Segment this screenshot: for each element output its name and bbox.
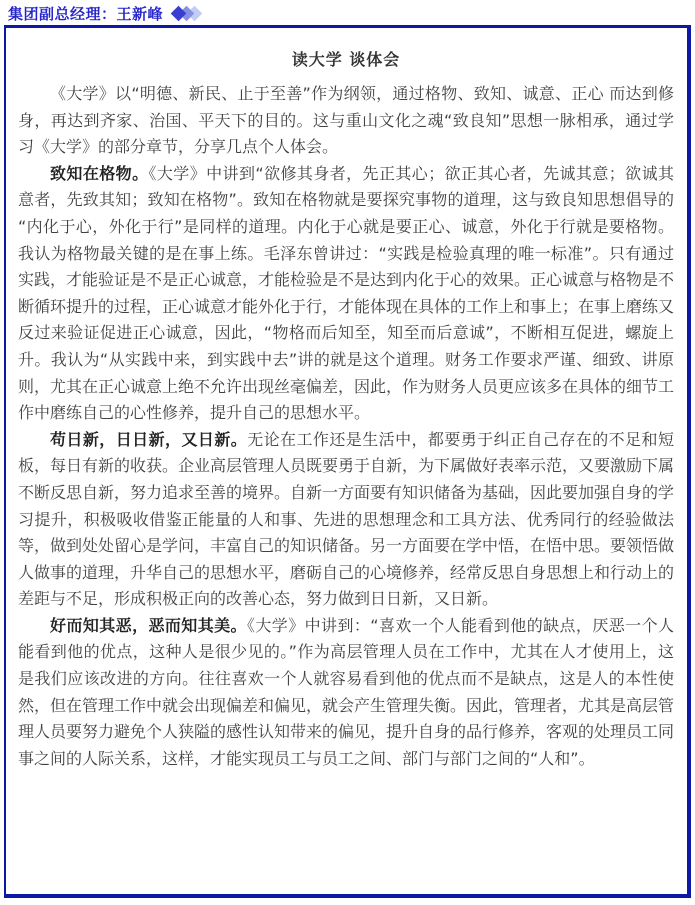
- paragraph-gourixin-text: 无论在工作还是生活中，都要勇于纠正自己存在的不足和短板，每日有新的收获。企业高层管理人员既要勇于自新，为下属做好表率示范，又要激励下属不断反思自新，努力追求至善的境界。自新一方面要有知识储备为基础，因此要加强自身的学习提升，积极吸收借鉴正能量的人和事、先进的思想理念和工具方法、优秀同行的经验做法等，做到处处留心是学问，丰富自己的知识储备。另一方面要在学中悟，在悟中思。要领悟做人做事的道理，升华自己的思想水平，磨砺自己的心境修养，经常反思自身思想上和行动上的差距与不足，形成积极正向的改善心态，努力做到日日新，又日新。: [18, 429, 675, 609]
- paragraph-zhizhi-text: 《大学》中讲到“欲修其身者，先正其心；欲正其心者，先诚其意；欲诚其意者，先致其知；致知在格物”。致知在格物就是要探究事物的道理，这与致良知思想倡导的“内化于心，外化于行”是同样的道理。内化于心就是要正心、诚意，外化于行就是要格物。我认为格物最关键的是在事上练。毛泽东曾讲过：“实践是检验真理的唯一标准”。只有通过实践，才能验证是不是正心诚意，才能检验是不是达到内化于心的效果。正心诚意与格物是不断循环提升的过程，正心诚意才能外化于行，才能体现在具体的工作上和事上；在事上磨练又反过来验证促进正心诚意，因此，“物格而后知至，知至而后意诚”，不断相互促进，螺旋上升。我认为“从实践中来，到实践中去”讲的就是这个道理。财务工作要求严谨、细致、讲原则，尤其在正心诚意上绝不允许出现丝毫偏差，因此，作为财务人员更应该多在具体的细节工作中磨练自己的心性修养，提升自己的思想水平。: [18, 163, 675, 423]
- paragraph-gourixin: [18, 427, 674, 613]
- paragraph-intro-text: 《大学》以“明德、新民、止于至善”作为纲领，通过格物、致知、诚意、正心 而达到修身，再达到齐家、治国、平天下的目的。这与重山文化之魂“致良知”思想一脉相承，通过学习《大学》的部分章节，分享几点个人体会。: [18, 84, 674, 157]
- document-frame: [4, 25, 691, 898]
- paragraph-haoerzhi-lead: 好而知其恶，恶而知其美。: [50, 615, 247, 635]
- paragraph-gourixin-lead: 苟日新，日日新，又日新。: [50, 429, 248, 449]
- paragraph-zhizhi-lead: 致知在格物。: [50, 163, 149, 183]
- triple-diamond-icon: [173, 6, 200, 22]
- paragraph-zhizhi-zaigewu: [18, 161, 674, 427]
- paragraph-haoerzhi: [18, 613, 674, 773]
- author-title-label: 集团副总经理：王新峰: [8, 5, 164, 23]
- paragraph-haoerzhi-text: 《大学》中讲到：“喜欢一个人能看到他的缺点，厌恶一个人能看到他的优点，这种人是很少见的。”作为高层管理人员在工作中，尤其在人才使用上，这是我们应该改进的方向。往往喜欢一个人就容易看到他的优点而不是缺点，这是人的本性使然，但在管理工作中就会出现偏差和偏见，就会产生管理失衡。因此，管理者，尤其是高层管理人员要努力避免个人狭隘的感性认知带来的偏见，提升自身的品行修养，客观的处理员工同事之间的人际关系，这样，才能实现员工与员工之间、部门与部门之间的“人和”。: [18, 615, 675, 768]
- document-header: [0, 0, 695, 25]
- document-title: 读大学 谈体会: [291, 50, 401, 69]
- paragraph-intro: [18, 81, 674, 161]
